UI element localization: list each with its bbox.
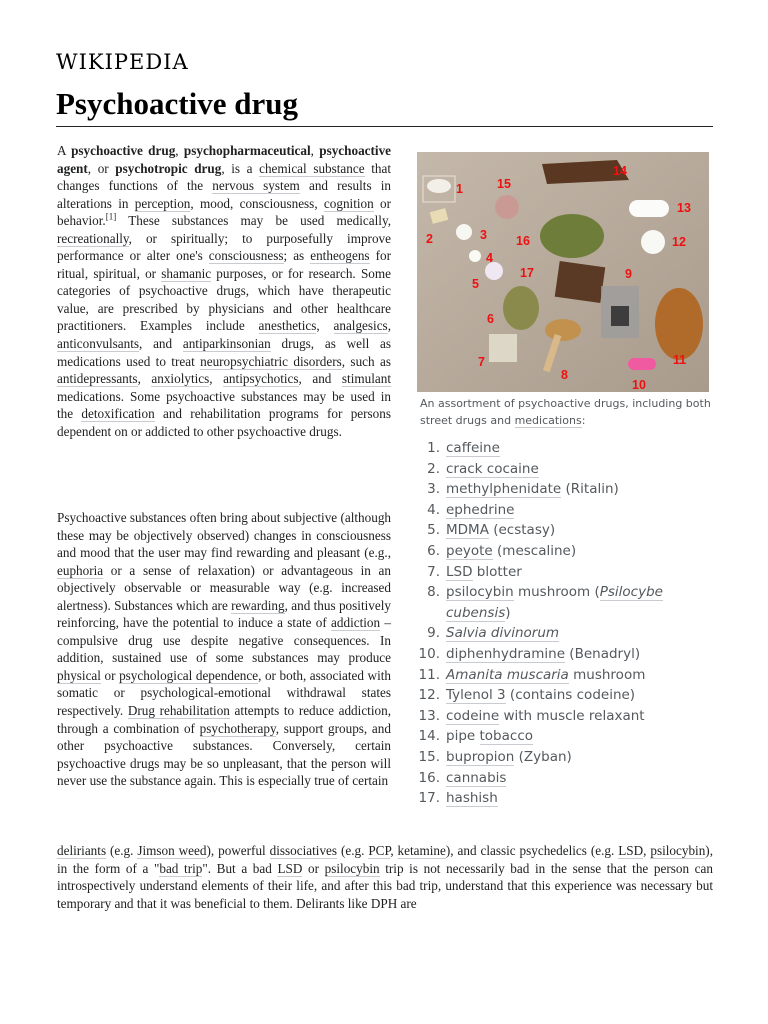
list-number: 14. (418, 728, 440, 745)
drug-list-text (440, 562, 522, 583)
wiki-link[interactable]: Tylenol 3 (446, 687, 506, 704)
drug-list-item (414, 479, 710, 500)
drug-list-item (414, 706, 710, 727)
text-run: trip is not necessarily bad in the sense that the person can introspectively understand elements of their life, and after this bad trip, understand that this experience was necessary but temporary and that it was beneficial to them. Delirants like DPH are (57, 860, 713, 911)
wiki-link[interactable]: Psilocybe cubensis (446, 584, 663, 621)
text-run: (ecstasy) (488, 522, 556, 539)
wiki-link[interactable]: crack cocaine (446, 460, 539, 477)
wiki-link[interactable]: peyote (446, 542, 493, 559)
drug-list-item (414, 520, 710, 541)
drug-list-item (414, 665, 710, 686)
text-run: : (581, 414, 586, 427)
photo-label-17: 17 (520, 266, 534, 280)
text-run: – compulsive drug use despite negative consequences. In addition, sustained use of some substances may produce (57, 615, 391, 666)
drug-list-text (440, 541, 576, 562)
wiki-link[interactable]: PCP (368, 843, 391, 858)
text-run: , (310, 143, 320, 158)
text-run: , mood, consciousness, (190, 195, 324, 211)
drug-list-item (414, 500, 710, 521)
effects-paragraph (57, 509, 391, 790)
text-run: , (390, 843, 398, 858)
wiki-link[interactable]: psilocybin (324, 860, 380, 876)
drug-list-text (440, 768, 506, 789)
text-run: , (316, 318, 334, 334)
text-run: or (100, 667, 120, 683)
text-run: mushroom ( (513, 584, 600, 601)
wiki-link[interactable]: antiparkinsonian (182, 336, 271, 352)
text-run: , and (298, 371, 342, 387)
drug-list-text (440, 459, 539, 480)
wiki-link[interactable]: psychotherapy (199, 720, 276, 736)
text-run: , such as (341, 353, 391, 369)
drug-list-item (414, 788, 710, 809)
wiki-link[interactable]: deliriants (57, 843, 107, 858)
bold-term: psychotropic drug (115, 160, 222, 176)
text-run: pipe (446, 728, 480, 745)
drug-list-text (440, 685, 635, 706)
wiki-link[interactable]: rewarding (231, 597, 285, 613)
text-run: , and thus positively reinforcing, have the potential to induce a state of (57, 597, 391, 631)
text-run: with muscle relaxant (499, 707, 645, 724)
photo-label-1: 1 (456, 182, 463, 196)
drug-assortment-photo[interactable] (417, 152, 709, 392)
text-run: An assortment of psychoactive drugs, including both street drugs and (420, 397, 711, 427)
wiki-link[interactable]: addiction (331, 615, 381, 631)
text-run: (Zyban) (514, 748, 572, 765)
text-run: , (175, 143, 184, 158)
text-run: ), in the form of a " (57, 843, 713, 876)
text-run: medications. Some psychoactive substances may be used in the (57, 388, 391, 422)
text-run: or a sense of relaxation) or advantageous in an objectively observable or measurable way (e.g. increased alertness). Substances which are (57, 562, 391, 613)
text-run: , (137, 371, 152, 387)
drug-list-text (440, 438, 500, 459)
list-number: 9. (427, 625, 440, 642)
text-run: , support groups, and other psychoactive substances. Conversely, certain psychoactive drugs may be so unpleasant, that the person will never use the substance again. This is especially true of certain (57, 720, 391, 789)
drug-list-text (440, 747, 572, 768)
list-number: 12. (418, 687, 440, 704)
text-run: (contains codeine) (505, 687, 636, 704)
photo-label-3: 3 (480, 228, 487, 242)
wiki-link[interactable]: antidepressants (57, 371, 138, 387)
drug-list-item (414, 541, 710, 562)
text-run: mushroom (568, 666, 646, 683)
wikipedia-logo[interactable]: WIKIPEDIA (56, 50, 189, 74)
wiki-link[interactable]: psilocybin (446, 584, 514, 601)
list-number: 17. (418, 790, 440, 807)
drug-list-text (440, 582, 710, 623)
text-run: or behavior. (57, 195, 391, 229)
wiki-link[interactable]: anxiolytics (151, 371, 210, 387)
photo-label-6: 6 (487, 312, 494, 326)
wiki-link[interactable]: physical (57, 667, 101, 683)
wiki-link[interactable]: anticonvulsants (57, 336, 140, 352)
drug-list-text (440, 644, 640, 665)
bold-term: psychoactive agent (57, 143, 392, 176)
list-number: 6. (427, 542, 440, 559)
wiki-link[interactable]: entheogens (310, 248, 370, 264)
text-run: attempts to reduce addiction, through a combination of (57, 703, 391, 736)
text-run: , or both, associated with somatic or psychological-emotional withdrawal states respectively. (57, 667, 391, 719)
wiki-link[interactable]: bad trip (159, 860, 203, 876)
text-run: (e.g. (337, 843, 369, 858)
wiki-link[interactable]: cannabis (446, 769, 507, 786)
wiki-link[interactable]: recreationally (57, 230, 129, 246)
text-run: purposes, or for research. Some categories of psychoactive drugs, which have therapeutic value, are prescribed by physicians and other healthcare practitioners. Examples include (57, 265, 391, 334)
wiki-link[interactable]: Jimson weed (137, 843, 207, 858)
list-number: 11. (418, 666, 440, 683)
text-run: ), and classic psychedelics (e.g. (445, 843, 619, 858)
photo-label-11: 11 (673, 353, 687, 367)
drug-list-text (440, 665, 645, 686)
page-title: Psychoactive drug (56, 86, 298, 121)
photo-label-5: 5 (472, 277, 479, 291)
wiki-link[interactable]: LSD (618, 843, 644, 858)
text-run: drugs, as well as medications used to treat (57, 336, 391, 369)
wiki-link[interactable]: psilocybin (650, 843, 706, 858)
photo-label-2: 2 (426, 232, 433, 246)
text-run: A (57, 143, 72, 158)
drug-list-item (414, 438, 710, 459)
text-run: and results in alterations in (57, 178, 391, 211)
intro-paragraph (57, 142, 391, 440)
list-number: 13. (418, 707, 440, 724)
photo-label-13: 13 (677, 201, 691, 215)
photo-label-7: 7 (478, 355, 485, 369)
list-number: 2. (427, 460, 440, 477)
text-run: , is a (221, 160, 260, 176)
photo-label-10: 10 (632, 378, 646, 392)
text-run: (Ritalin) (561, 481, 619, 498)
wiki-link[interactable]: chemical substance (259, 160, 365, 176)
list-number: 3. (427, 481, 440, 498)
text-run: that changes functions of the (57, 160, 391, 194)
title-divider (56, 126, 713, 127)
photo-label-16: 16 (516, 234, 530, 248)
text-run: , (643, 843, 651, 858)
text-run: (mescaline) (492, 542, 577, 559)
wiki-link[interactable]: nervous system (212, 178, 300, 194)
photo-label-9: 9 (625, 267, 632, 281)
wiki-link[interactable]: medications (514, 414, 582, 427)
text-run: , (387, 318, 391, 334)
photo-label-4: 4 (486, 251, 493, 265)
wiki-link[interactable]: analgesics (333, 318, 388, 334)
wiki-link[interactable]: caffeine (446, 440, 500, 456)
text-run: , and (139, 336, 183, 352)
text-run: (e.g. (106, 843, 138, 858)
wiki-link[interactable]: dissociatives (269, 843, 338, 858)
bold-term: psychopharmaceutical (183, 143, 311, 158)
wiki-link[interactable]: ephedrine (446, 501, 515, 518)
photo-label-12: 12 (672, 235, 686, 249)
text-run: and rehabilitation programs for persons dependent on or addicted to other psychoactive drugs. (57, 406, 391, 439)
photo-label-8: 8 (561, 368, 568, 382)
wiki-link[interactable]: euphoria (57, 562, 104, 578)
text-run: , (209, 371, 224, 387)
drug-list-item (414, 747, 710, 768)
wiki-link[interactable]: ketamine (397, 843, 446, 858)
drug-list-text (440, 706, 645, 727)
list-number: 7. (427, 563, 440, 580)
wiki-link[interactable]: Amanita muscaria (446, 666, 569, 683)
text-run: ". But a bad (202, 860, 278, 876)
wiki-link[interactable]: psychological dependence (119, 667, 259, 683)
effects-paragraph-continued (57, 842, 713, 912)
drug-list-item (414, 623, 710, 644)
wiki-link[interactable]: detoxification (81, 406, 155, 422)
drug-list-item (414, 726, 710, 747)
list-number: 8. (427, 584, 440, 601)
text-run: Psychoactive substances often bring about subjective (although these may be objectively observed) changes in consciousness and mood that the user may find rewarding and pleasant (e.g., (57, 510, 392, 561)
drug-list-item (414, 582, 710, 623)
list-number: 1. (427, 440, 440, 456)
text-run: ) (505, 604, 511, 621)
wiki-link[interactable]: tobacco (479, 728, 533, 745)
wiki-link[interactable]: stimulant (341, 371, 391, 387)
wiki-link[interactable]: LSD (277, 860, 303, 876)
photo-label-15: 15 (497, 177, 511, 191)
drug-list-text (440, 479, 619, 500)
drug-list-text (440, 788, 498, 809)
text-run: or (302, 860, 325, 876)
drug-list-item (414, 562, 710, 583)
bold-term: psychoactive drug (71, 143, 176, 158)
drug-list-item (414, 768, 710, 789)
drug-list-text (440, 726, 533, 747)
drug-list-item (414, 644, 710, 665)
list-number: 16. (418, 769, 440, 786)
figure-caption (420, 395, 712, 429)
wiki-link[interactable]: diphenhydramine (446, 645, 566, 662)
text-run: for ritual, spiritual, or (57, 248, 391, 281)
text-run: (Benadryl) (565, 645, 641, 662)
text-run: , or (87, 160, 116, 176)
citation-link[interactable]: [1] (105, 211, 117, 222)
wiki-link[interactable]: antipsychotics (223, 371, 299, 387)
list-number: 4. (427, 501, 440, 518)
photo-number-labels (417, 152, 709, 392)
wiki-link[interactable]: bupropion (446, 748, 515, 765)
list-number: 10. (418, 645, 440, 662)
wiki-link[interactable]: shamanic (161, 265, 212, 281)
wiki-link[interactable]: neuropsychiatric disorders (200, 353, 342, 369)
text-run: blotter (472, 563, 522, 580)
text-run: These substances may be used medically, (116, 213, 391, 229)
drug-list-text (440, 500, 514, 521)
drug-list-text (440, 623, 559, 644)
text-run: , or spiritually; to purposefully improve performance or alter one's (57, 230, 391, 264)
list-number: 15. (418, 748, 440, 765)
wiki-link[interactable]: methylphenidate (446, 481, 562, 498)
photo-label-14: 14 (613, 164, 627, 178)
wiki-link[interactable]: MDMA (446, 522, 489, 539)
wiki-link[interactable]: codeine (446, 707, 500, 724)
drug-list (414, 438, 710, 809)
text-run: ), powerful (206, 843, 270, 858)
wiki-link[interactable]: consciousness (208, 248, 284, 264)
wiki-link[interactable]: Salvia divinorum (446, 625, 560, 642)
list-number: 5. (427, 522, 440, 539)
drug-list-text (440, 520, 555, 541)
wiki-link[interactable]: Drug rehabilitation (127, 703, 230, 719)
wiki-link[interactable]: hashish (446, 790, 498, 807)
drug-list-item (414, 459, 710, 480)
wiki-link[interactable]: anesthetics (258, 318, 317, 334)
wiki-link[interactable]: perception (134, 195, 191, 211)
drug-list-item (414, 685, 710, 706)
wiki-link[interactable]: cognition (323, 195, 374, 211)
text-run: ; as (283, 248, 311, 264)
wiki-link[interactable]: LSD (446, 563, 473, 580)
